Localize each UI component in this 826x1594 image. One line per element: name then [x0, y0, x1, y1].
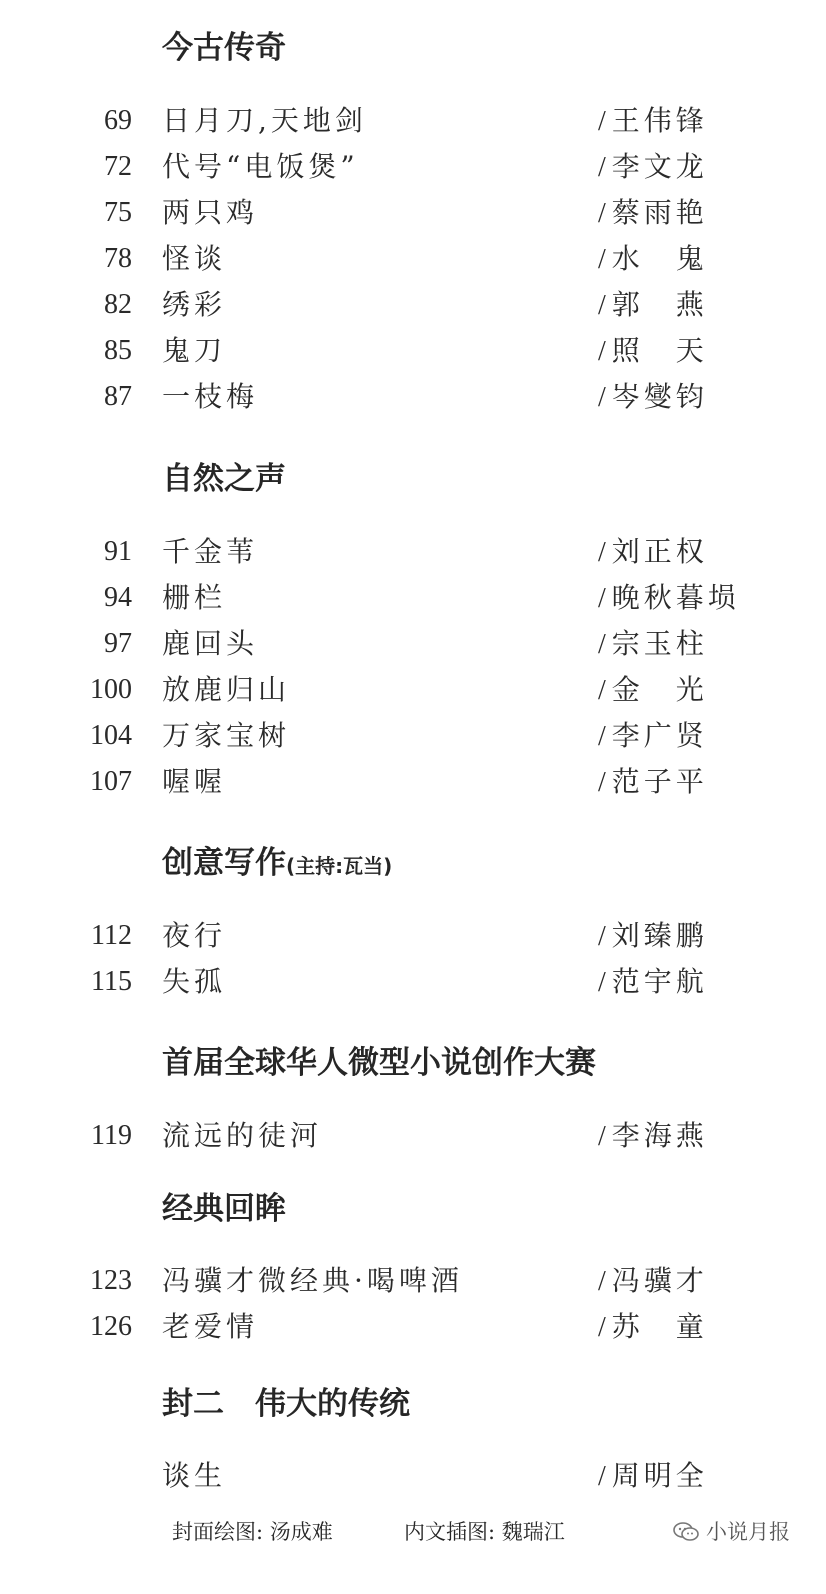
entry-title[interactable]: 一枝梅: [162, 380, 259, 413]
entry-author: / 冯骥才: [598, 1264, 708, 1297]
entry-title[interactable]: 夜行: [162, 919, 227, 952]
section-heading: 首届全球华人微型小说创作大赛: [162, 1045, 596, 1081]
section-heading: 创意写作(主持:瓦当): [162, 845, 393, 881]
page-number: 112: [91, 920, 132, 951]
entry-author: / 周明全: [598, 1459, 708, 1492]
page-number: 100: [90, 674, 132, 705]
entry-author: / 晚秋暮埙: [598, 581, 740, 614]
section-heading: 封二 伟大的传统: [162, 1386, 410, 1422]
section-heading: 今古传奇: [162, 30, 286, 66]
entry-author: / 王伟锋: [598, 104, 708, 137]
page-number: 75: [104, 197, 132, 228]
page-number: 107: [90, 766, 132, 797]
watermark: [672, 1516, 790, 1548]
entry-author: / 范子平: [598, 765, 708, 798]
entry-title[interactable]: 千金苇: [162, 535, 259, 568]
entry-title[interactable]: 两只鸡: [162, 196, 259, 229]
entry-author: / 李文龙: [598, 150, 708, 183]
page-number: 72: [104, 151, 132, 182]
entry-author: / 照 天: [598, 334, 708, 367]
entry-author: / 金 光: [598, 673, 708, 706]
page-number: 87: [104, 381, 132, 412]
page-number: 104: [90, 720, 132, 751]
entry-author: / 李广贤: [598, 719, 708, 752]
entry-title[interactable]: 喔喔: [162, 765, 227, 798]
entry-title[interactable]: 鹿回头: [162, 627, 259, 660]
entry-author: / 李海燕: [598, 1119, 708, 1152]
entry-title[interactable]: 流远的徒河: [162, 1119, 323, 1152]
entry-author: / 范宇航: [598, 965, 708, 998]
entry-author: / 岑燮钧: [598, 380, 708, 413]
cover-illustration-credit: 封面绘图: 汤成难: [172, 1520, 333, 1544]
page-number: 82: [104, 289, 132, 320]
entry-author: / 宗玉柱: [598, 627, 708, 660]
entry-title[interactable]: 谈生: [162, 1459, 227, 1492]
entry-title[interactable]: 日月刀,天地剑: [162, 104, 367, 137]
entry-title[interactable]: 鬼刀: [162, 334, 227, 367]
page-number: 91: [104, 536, 132, 567]
entry-author: / 郭 燕: [598, 288, 708, 321]
wechat-icon: [672, 1521, 700, 1543]
page-number: 78: [104, 243, 132, 274]
page-number: 119: [91, 1120, 132, 1151]
page-number: 97: [104, 628, 132, 659]
entry-title[interactable]: 失孤: [162, 965, 227, 998]
entry-title[interactable]: 老爱情: [162, 1310, 259, 1343]
entry-author: / 苏 童: [598, 1310, 708, 1343]
page-number: 115: [91, 966, 132, 997]
section-heading: 自然之声: [162, 461, 286, 497]
entry-author: / 刘正权: [598, 535, 708, 568]
section-host-note: (主持:瓦当): [286, 854, 393, 878]
section-heading: 经典回眸: [162, 1191, 286, 1227]
entry-title[interactable]: 怪谈: [162, 242, 227, 275]
entry-title[interactable]: 冯骥才微经典·喝啤酒: [162, 1264, 463, 1297]
entry-author: / 刘臻鹏: [598, 919, 708, 952]
watermark-text: 小说月报: [706, 1520, 790, 1544]
entry-author: / 蔡雨艳: [598, 196, 708, 229]
entry-title[interactable]: 万家宝树: [162, 719, 291, 752]
entry-title[interactable]: 栅栏: [162, 581, 227, 614]
inner-illustration-credit: 内文插图: 魏瑞江: [404, 1520, 565, 1544]
page-number: 123: [90, 1265, 132, 1296]
entry-title[interactable]: 放鹿归山: [162, 673, 291, 706]
page-number: 69: [104, 105, 132, 136]
entry-title[interactable]: 绣彩: [162, 288, 227, 321]
page-number: 126: [90, 1311, 132, 1342]
entry-title[interactable]: 代号“电饭煲”: [162, 150, 359, 183]
page-number: 85: [104, 335, 132, 366]
page-number: 94: [104, 582, 132, 613]
entry-author: / 水 鬼: [598, 242, 708, 275]
